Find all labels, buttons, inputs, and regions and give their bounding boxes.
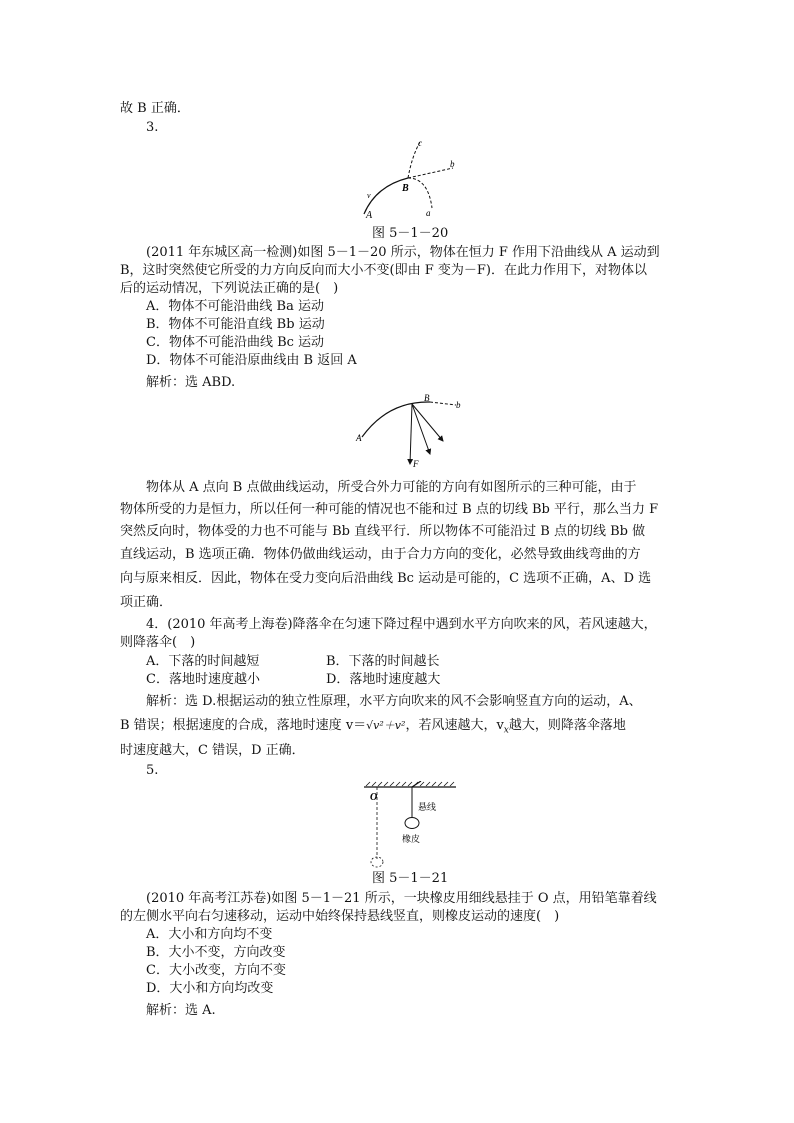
force-arrow-2 [412, 404, 430, 454]
q3-option-b: B．物体不可能沿直线 Bb 运动 [146, 317, 325, 332]
q3-option-d: D．物体不可能沿原曲线由 B 返回 A [146, 353, 357, 368]
label-a: a [426, 208, 431, 218]
q4-solution-line-3: 时速度越大，C 错误，D 正确． [120, 743, 305, 758]
q4-line-2: 则降落伞( ) [120, 635, 196, 650]
dashed-line-Bb [408, 168, 453, 178]
subscript-x: x [503, 725, 509, 736]
q4-option-a: A．下落的时间越短 [146, 654, 260, 669]
explanation-line-1: 物体从 A 点向 B 点做曲线运动，所受合外力可能的方向有如图所示的三种可能，由于 [146, 480, 637, 495]
q3-answer: 解析：选 ABD. [146, 375, 236, 390]
q4-solution-line-2 [120, 718, 626, 739]
q4-option-d: D．落地时速度越大 [326, 672, 441, 687]
q5-option-d: D．大小和方向均改变 [146, 981, 274, 996]
curve-AB [362, 402, 430, 437]
q5-option-c: C．大小改变，方向不变 [146, 963, 286, 978]
q5-answer: 解析：选 A. [146, 1003, 216, 1018]
solution-text-b: ，若风速越大，v [405, 718, 504, 733]
figure-5-1-20 [356, 136, 466, 222]
label-F: F [413, 459, 419, 469]
question-5-number: 5. [146, 763, 159, 778]
label-B: B [424, 393, 430, 403]
q3-line-1: (2011 年东城区高一检测)如图 5－1－20 所示，物体在恒力 F 作用下沿曲线从 A 运动到 [146, 245, 660, 260]
label-A: A [366, 210, 373, 221]
force-arrow-1 [412, 404, 443, 441]
q4-option-c: C．落地时速度越小 [146, 672, 260, 687]
label-c: c [418, 138, 422, 148]
eraser-icon [405, 818, 419, 829]
q5-option-b: B．大小不变，方向改变 [146, 945, 286, 960]
figure-5-1-21 [360, 781, 460, 869]
pencil-icon [412, 781, 421, 787]
label-v: v [367, 191, 371, 200]
q3-line-2: B，这时突然使它所受的力方向反向而大小不变(即由 F 变为－F)．在此力作用下，对物体以 [120, 263, 648, 278]
q4-option-b: B．下落的时间越长 [326, 654, 440, 669]
explanation-line-4: 直线运动，B 选项正确．物体仍做曲线运动，由于合力方向的变化，必然导致曲线弯曲的方 [120, 547, 641, 562]
dashed-curve-Ba [408, 178, 432, 208]
label-b: b [456, 400, 461, 410]
q5-line-1: (2010 年高考江苏卷)如图 5－1－21 所示，一块橡皮用细线悬挂于 O 点，用铅笔靠着线 [146, 891, 657, 906]
explanation-line-5: 向与原来相反．因此，物体在受力变向后沿曲线 Bc 运动是可能的，C 选项不正确，A、D 选 [120, 571, 652, 586]
solution-text-c: 越大，则降落伞落地 [508, 718, 626, 733]
label-O: O [370, 792, 378, 803]
label-B: B [402, 183, 409, 194]
question-3-number: 3. [146, 120, 159, 135]
label-eraser: 橡皮 [402, 834, 421, 844]
q4-line-1: 4．(2010 年高考上海卷)降落伞在匀速下降过程中遇到水平方向吹来的风，若风速越大， [146, 617, 657, 632]
force-diagram [348, 391, 468, 471]
force-arrow-3 [410, 404, 412, 464]
label-A: A [356, 433, 362, 443]
label-b: b [450, 159, 455, 169]
q4-solution-line-1: 解析：选 D.根据运动的独立性原理，水平方向吹来的风不会影响竖直方向的运动，A、 [146, 694, 642, 709]
caption-5-1-20: 图 5－1－20 [372, 226, 449, 241]
q3-option-a: A．物体不可能沿曲线 Ba 运动 [146, 299, 324, 314]
q5-option-a: A．大小和方向均不变 [146, 927, 273, 942]
q3-option-c: C．物体不可能沿曲线 Bc 运动 [146, 335, 325, 350]
q5-line-2: 的左侧水平向右匀速移动，运动中始终保持悬线竖直，则橡皮运动的速度( ) [120, 909, 560, 924]
label-rope: 悬线 [418, 802, 437, 812]
velocity-formula: √v²＋v² [366, 719, 406, 732]
explanation-line-6: 项正确． [120, 595, 173, 610]
ceiling-hatch [366, 782, 454, 786]
q3-line-3: 后的运动情况，下列说法正确的是( ) [120, 281, 339, 296]
explanation-line-2: 物体所受的力是恒力，所以任何一种可能的情况也不能和过 B 点的切线 Bb 平行，那么当力 F [120, 502, 659, 517]
tangent-Bb [430, 402, 456, 405]
solution-text-a: B 错误；根据速度的合成，落地时速度 v＝ [120, 718, 367, 733]
caption-5-1-21: 图 5－1－21 [372, 871, 449, 886]
explanation-line-3: 突然反向时，物体受的力也不可能与 Bb 直线平行．所以物体不可能沿过 B 点的切线 Bb 做 [120, 524, 646, 539]
line-0: 故 B 正确． [120, 101, 190, 116]
